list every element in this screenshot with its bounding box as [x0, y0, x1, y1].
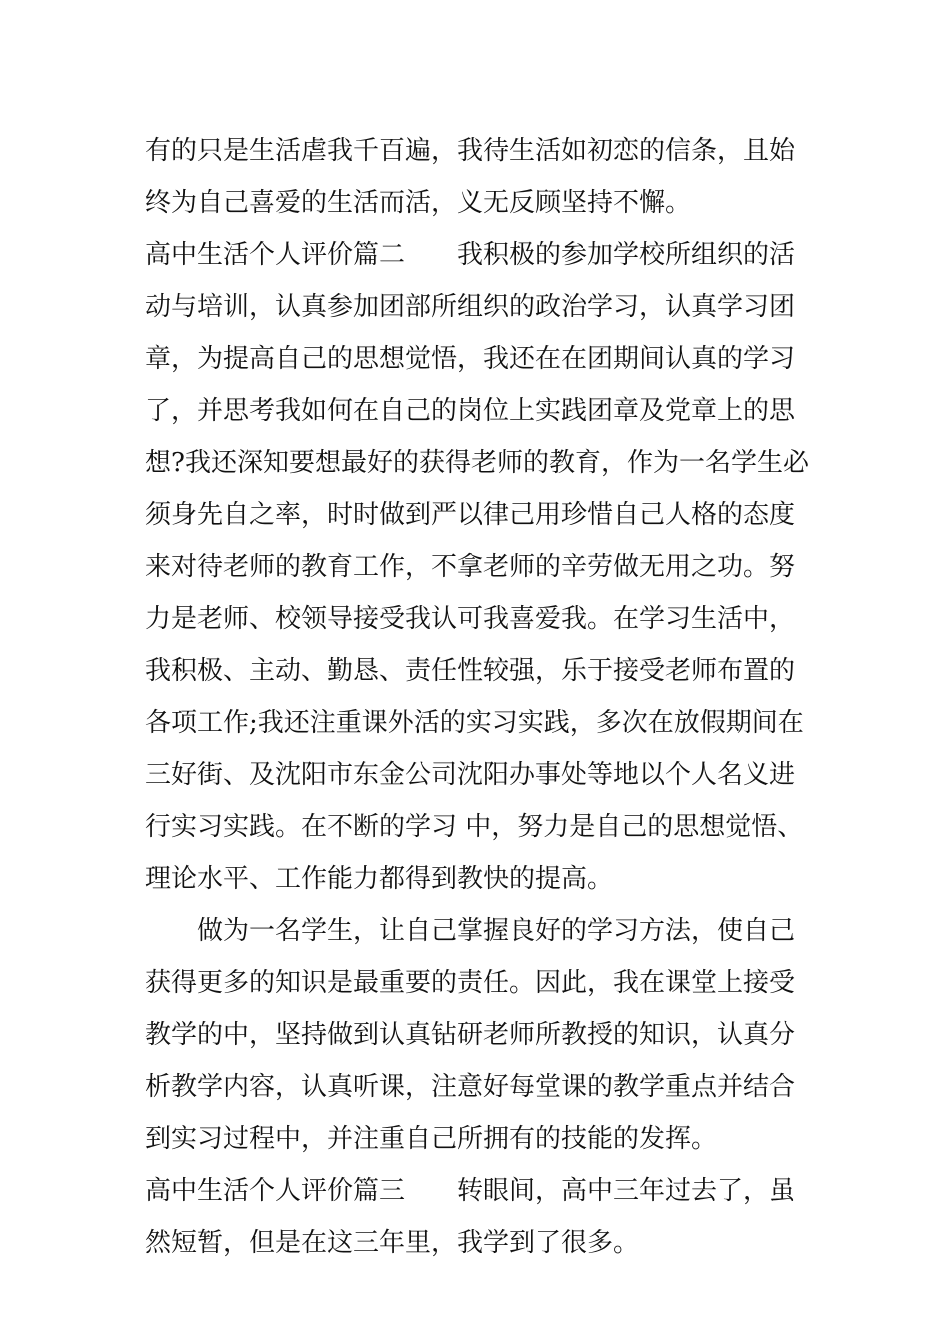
text-line: 有的只是生活虐我千百遍，我待生活如初恋的信条，且始 — [145, 136, 796, 166]
text-line: 我积极、主动、勤恳、责任性较强，乐于接受老师布置的 — [145, 656, 796, 686]
text-line: 力是老师、校领导接受我认可我喜爱我。在学习生活中， — [145, 604, 796, 634]
text-line: 行实习实践。在不断的学习 中，努力是自己的思想觉悟、 — [145, 812, 804, 842]
text-line: 析教学内容，认真听课，注意好每堂课的教学重点并结合 — [145, 1072, 796, 1102]
text-line: 须身先自之率，时时做到严以律己用珍惜自己人格的态度 — [145, 500, 796, 530]
text-line: 章，为提高自己的思想觉悟，我还在在团期间认真的学习 — [145, 344, 796, 374]
text-line: 来对待老师的教育工作，不拿老师的辛劳做无用之功。努 — [145, 552, 796, 582]
text-line: 理论水平、工作能力都得到教快的提高。 — [145, 864, 614, 894]
text-line: 想?我还深知要想最好的获得老师的教育，作为一名学生必 — [145, 448, 809, 478]
text-line: 三好街、及沈阳市东金公司沈阳办事处等地以个人名义进 — [145, 760, 796, 790]
document-body — [145, 125, 815, 1269]
text-line: 终为自己喜爱的生活而活，义无反顾坚持不懈。 — [145, 188, 692, 218]
text-line: 获得更多的知识是最重要的责任。因此，我在课堂上接受 — [145, 968, 796, 998]
section-heading-line: 高中生活个人评价篇二 我积极的参加学校所组织的活 — [145, 240, 796, 270]
section-heading-line: 高中生活个人评价篇三 转眼间，高中三年过去了，虽 — [145, 1176, 796, 1206]
text-line: 到实习过程中，并注重自己所拥有的技能的发挥。 — [145, 1124, 718, 1154]
paragraph-start-line: 做为一名学生，让自己掌握良好的学习方法，使自己 — [145, 916, 796, 946]
text-line: 动与培训，认真参加团部所组织的政治学习，认真学习团 — [145, 292, 796, 322]
text-line: 各项工作;我还注重课外活的实习实践，多次在放假期间在 — [145, 708, 804, 738]
text-line: 教学的中，坚持做到认真钻研老师所教授的知识，认真分 — [145, 1020, 796, 1050]
text-line: 然短暂，但是在这三年里，我学到了很多。 — [145, 1228, 640, 1258]
text-line: 了，并思考我如何在自己的岗位上实践团章及党章上的思 — [145, 396, 796, 426]
